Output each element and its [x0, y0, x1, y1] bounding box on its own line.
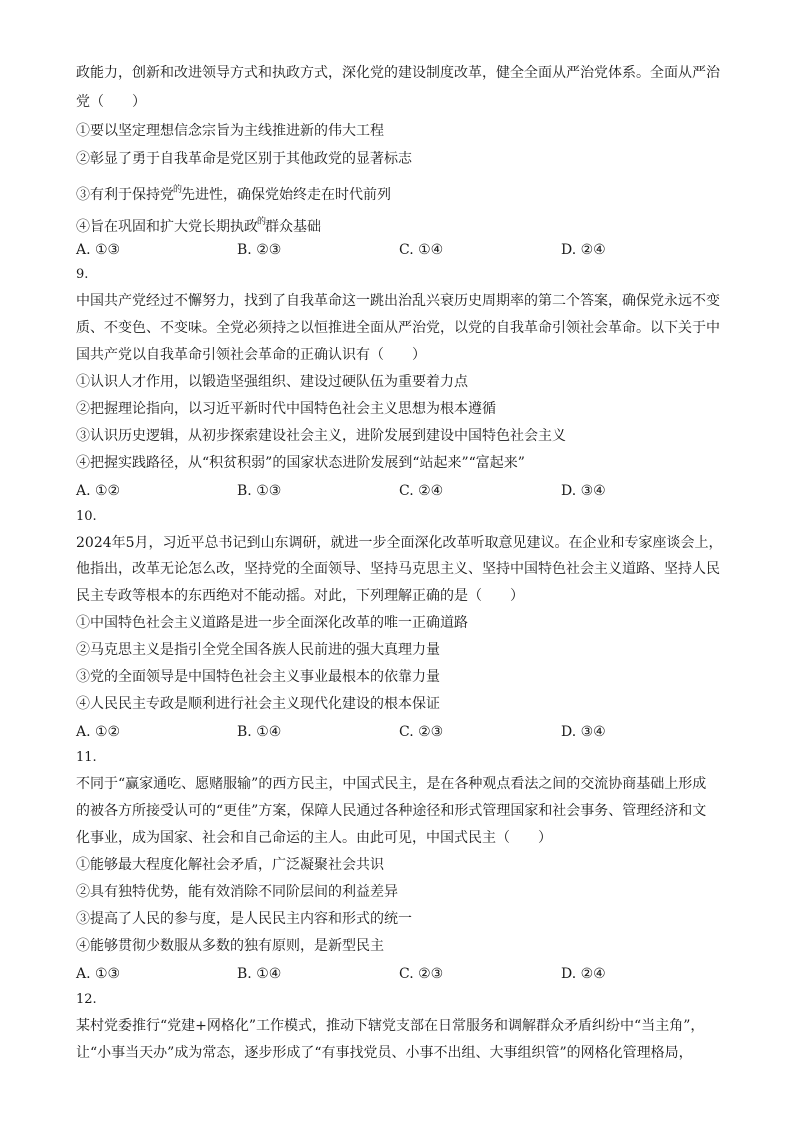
q9-number: 9.: [76, 267, 89, 282]
q11-options: [76, 964, 726, 984]
q12-number: 12.: [76, 992, 97, 1007]
q10-item-1: ①中国特色社会主义道路是进一步全面深化改革的唯一正确道路: [76, 615, 468, 631]
q10-item-4: ④人民民主专政是顺利进行社会主义现代化建设的根本保证: [76, 696, 440, 712]
q12-stem-line-2: 让“小事当天办”成为常态，逐步形成了“有事找党员、小事不出组、大事组织管”的网格化管理格局，: [76, 1045, 693, 1061]
q8-option-c[interactable]: C. ①④: [399, 242, 444, 258]
q9-option-b[interactable]: B. ①③: [237, 483, 282, 499]
q8-option-a[interactable]: A. ①③: [76, 242, 121, 258]
q10-option-c[interactable]: C. ②③: [399, 724, 444, 740]
q11-item-1: ①能够最大程度化解社会矛盾，广泛凝聚社会共识: [76, 857, 384, 873]
q8-option-b[interactable]: B. ②③: [237, 242, 282, 258]
q9-option-c[interactable]: C. ②④: [399, 483, 444, 499]
q9-stem-line-1: 中国共产党经过不懈努力，找到了自我革命这一跳出治乱兴衰历史周期率的第二个答案，确保党永远不变: [76, 293, 720, 309]
q11-option-d[interactable]: D. ②④: [561, 966, 606, 982]
q8-item-3-pre: ③有利于保持党: [76, 187, 174, 203]
q9-option-a[interactable]: A. ①②: [76, 483, 121, 499]
q10-option-d[interactable]: D. ③④: [561, 724, 606, 740]
q11-stem-line-3: 化事业，成为国家、社会和自己命运的主人。由此可见，中国式民主（ ）: [76, 830, 552, 846]
q9-item-3: ③认识历史逻辑，从初步探索建设社会主义，进阶发展到建设中国特色社会主义: [76, 428, 566, 444]
q11-item-4: ④能够贯彻少数服从多数的独有原则，是新型民主: [76, 938, 384, 954]
q8-option-d[interactable]: D. ②④: [561, 242, 606, 258]
q9-options: [76, 481, 726, 501]
q8-item-4-pre: ④旨在巩固和扩大党长期执政: [76, 219, 258, 235]
q8-item-3: [76, 180, 726, 205]
q9-item-1: ①认识人才作用，以锻造坚强组织、建设过硬队伍为重要着力点: [76, 374, 468, 390]
q11-option-b[interactable]: B. ①④: [237, 966, 282, 982]
q8-item-2: ②彰显了勇于自我革命是党区别于其他政党的显著标志: [76, 151, 412, 167]
q10-number: 10.: [76, 509, 97, 524]
q11-stem-line-2: 的被各方所接受认可的“更佳”方案，保障人民通过各种途径和形式管理国家和社会事务、管理经济和文: [76, 803, 707, 819]
q9-option-d[interactable]: D. ③④: [561, 483, 606, 499]
q11-number: 11.: [76, 750, 97, 765]
q11-stem-line-1: 不同于“赢家通吃、愿赌服输”的西方民主，中国式民主，是在各种观点看法之间的交流协商基础上形成: [76, 776, 707, 792]
q8-options: [76, 240, 726, 260]
q12-stem-line-1: 某村党委推行“党建+网格化”工作模式，推动下辖党支部在日常服务和调解群众矛盾纠纷中“当主角”，: [76, 1018, 705, 1034]
q10-options: [76, 722, 726, 742]
q11-option-a[interactable]: A. ①③: [76, 966, 121, 982]
q9-item-4: ④把握实践路径，从“积贫积弱”的国家状态进阶发展到“站起来”“富起来”: [76, 455, 525, 471]
q8-item-4-sup: 的: [257, 217, 267, 227]
q9-stem-line-2: 质、不变色、不变味。全党必须持之以恒推进全面从严治党，以党的自我革命引领社会革命。以下关于中: [76, 320, 720, 336]
q8-item-4-post: 群众基础: [265, 219, 322, 235]
q11-item-3: ③提高了人民的参与度，是人民民主内容和形式的统一: [76, 911, 412, 927]
q10-option-a[interactable]: A. ①②: [76, 724, 121, 740]
q8-item-4: [76, 212, 726, 237]
q8-stem-line-1: 政能力，创新和改进领导方式和执政方式，深化党的建设制度改革，健全全面从严治党体系。全面从严治: [76, 65, 720, 81]
q8-item-1: ①要以坚定理想信念宗旨为主线推进新的伟大工程: [76, 123, 384, 139]
q10-stem-line-2: 他指出，改革无论怎么改，坚持党的全面领导、坚持马克思主义、坚持中国特色社会主义道路、坚持人民: [76, 561, 720, 577]
q8-stem-line-2: 党（ ）: [76, 94, 146, 110]
q9-stem-line-3: 国共产党以自我革命引领社会革命的正确认识有（ ）: [76, 347, 426, 363]
q10-item-2: ②马克思主义是指引全党全国各族人民前进的强大真理力量: [76, 642, 440, 658]
q10-option-b[interactable]: B. ①④: [237, 724, 282, 740]
q11-item-2: ②具有独特优势，能有效消除不同阶层间的利益差异: [76, 884, 398, 900]
q8-item-3-post: 先进性，确保党始终走在时代前列: [181, 187, 392, 203]
q11-option-c[interactable]: C. ②③: [399, 966, 444, 982]
q9-item-2: ②把握理论指向，以习近平新时代中国特色社会主义思想为根本遵循: [76, 401, 496, 417]
q8-item-3-sup: 的: [173, 185, 183, 195]
q10-stem-line-1: 2024年5月，习近平总书记到山东调研，就进一步全面深化改革听取意见建议。在企业和专家座谈会上，: [76, 535, 723, 551]
q10-stem-line-3: 民主专政等根本的东西绝对不能动摇。对此，下列理解正确的是（ ）: [76, 588, 524, 604]
q10-item-3: ③党的全面领导是中国特色社会主义事业最根本的依靠力量: [76, 669, 440, 685]
